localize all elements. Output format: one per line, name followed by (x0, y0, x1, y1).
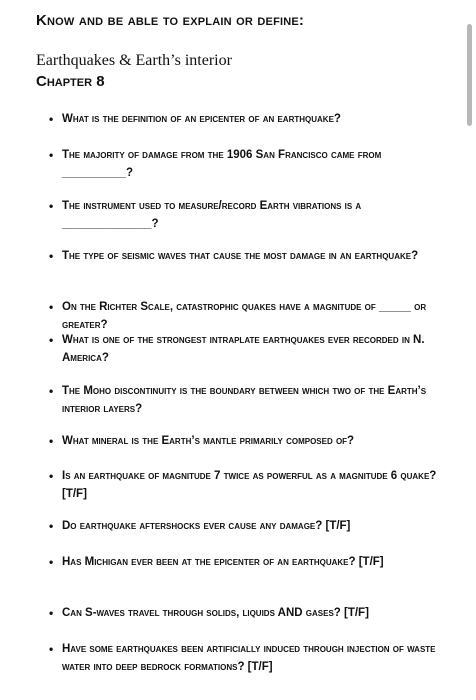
question-item (49, 432, 442, 450)
question-item (49, 298, 442, 334)
scrollbar-thumb[interactable] (467, 24, 472, 126)
question-text: Is an earthquake of magnitude 7 twice as powerful as a magnitude 6 quake? [T/F] (62, 470, 437, 500)
question-item (49, 517, 442, 535)
question-text: The Moho discontinuity is the boundary between which two of the Earth’s interior layers? (62, 385, 427, 415)
question-text: What is the definition of an epicenter of an earthquake? (62, 113, 341, 125)
page-subtitle: Earthquakes & Earth’s interior (36, 52, 232, 69)
question-text: Do earthquake aftershocks ever cause any damage? [T/F] (62, 520, 351, 532)
question-item (49, 382, 442, 418)
bullet-icon: • (49, 519, 54, 533)
bullet-icon: • (49, 384, 54, 398)
question-item (49, 467, 442, 503)
question-item (49, 110, 442, 128)
question-item (49, 553, 442, 571)
question-text: On the Richter Scale, catastrophic quakes have a magnitude of _____ or greater? (62, 301, 427, 331)
bullet-icon: • (49, 642, 54, 656)
page-heading: Know and be able to explain or define: (36, 12, 305, 29)
question-text: The type of seismic waves that cause the most damage in an earthquake? (62, 250, 419, 262)
question-item (49, 146, 442, 182)
bullet-icon: • (49, 555, 54, 569)
chapter-title: Chapter 8 (36, 73, 105, 90)
bullet-icon: • (49, 606, 54, 620)
question-text: Have some earthquakes been artificially induced through injection of waste water into deep bedrock formations? [T/F] (62, 643, 436, 673)
question-item (49, 331, 442, 367)
question-item (49, 604, 442, 622)
question-text: What is one of the strongest intraplate earthquakes ever recorded in N. America? (62, 334, 425, 364)
question-text: What mineral is the Earth’s mantle primarily composed of? (62, 435, 355, 447)
bullet-icon: • (49, 199, 54, 213)
question-text: Can S-waves travel through solids, liquids AND gases? [T/F] (62, 607, 369, 619)
question-item (49, 197, 442, 233)
question-text: The instrument used to measure/record Earth vibrations is a ______________? (62, 200, 362, 230)
bullet-icon: • (49, 469, 54, 483)
bullet-icon: • (49, 112, 54, 126)
question-item (49, 640, 442, 676)
bullet-icon: • (49, 249, 54, 263)
bullet-icon: • (49, 300, 54, 314)
scrollbar[interactable] (462, 0, 476, 700)
bullet-icon: • (49, 148, 54, 162)
question-text: Has Michigan ever been at the epicenter of an earthquake? [T/F] (62, 556, 384, 568)
question-item (49, 247, 442, 265)
bullet-icon: • (49, 333, 54, 347)
question-text: The majority of damage from the 1906 San Francisco came from __________? (62, 149, 382, 179)
bullet-icon: • (49, 434, 54, 448)
